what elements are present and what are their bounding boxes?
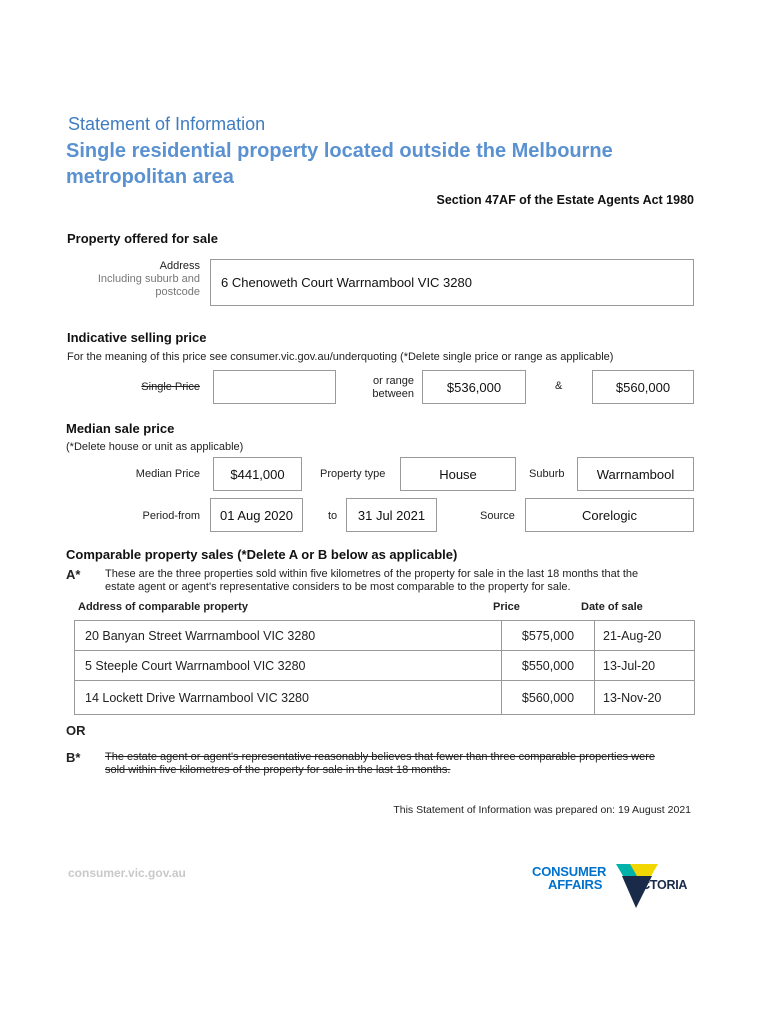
median-price-field[interactable]: $441,000 <box>213 457 302 491</box>
source-label: Source <box>480 510 515 522</box>
col-header-address: Address of comparable property <box>78 601 248 613</box>
or-label: OR <box>66 723 86 738</box>
comparable-address[interactable]: 20 Banyan Street Warrnambool VIC 3280 <box>75 621 502 650</box>
option-b-marker: B* <box>66 750 81 765</box>
option-b-text-1: The estate agent or agent's representative reasonably believes that fewer than three comparable properties were <box>105 751 655 763</box>
address-field[interactable]: 6 Chenoweth Court Warrnambool VIC 3280 <box>210 259 694 306</box>
col-header-date: Date of sale <box>581 601 643 613</box>
comparable-address[interactable]: 14 Lockett Drive Warrnambool VIC 3280 <box>75 681 502 714</box>
median-heading: Median sale price <box>66 421 175 436</box>
consumer-affairs-victoria-logo <box>530 862 700 912</box>
period-to-field[interactable]: 31 Jul 2021 <box>346 498 437 532</box>
option-a-text-2: estate agent or agent's representative considers to be most comparable to the property for sale. <box>105 581 571 593</box>
single-price-label: Single Price <box>141 381 200 393</box>
comparable-price[interactable]: $575,000 <box>502 621 595 650</box>
range-label-1: or range <box>373 375 414 387</box>
comparable-date[interactable]: 13-Jul-20 <box>603 658 656 673</box>
table-row <box>74 650 695 681</box>
comparable-address[interactable]: 5 Steeple Court Warrnambool VIC 3280 <box>75 651 502 680</box>
table-row <box>74 620 695 651</box>
table-row <box>74 680 695 715</box>
suburb-field[interactable]: Warrnambool <box>577 457 694 491</box>
comparables-heading: Comparable property sales (*Delete A or B below as applicable) <box>66 547 458 562</box>
single-price-field[interactable] <box>213 370 336 404</box>
address-label: Address <box>159 260 200 272</box>
source-field[interactable]: Corelogic <box>525 498 694 532</box>
property-heading: Property offered for sale <box>67 231 218 246</box>
comparable-price[interactable]: $550,000 <box>502 651 595 680</box>
address-sublabel-1: Including suburb and <box>97 273 200 285</box>
suburb-label: Suburb <box>529 468 565 480</box>
median-note: (*Delete house or unit as applicable) <box>66 441 244 453</box>
option-b-text-2: sold within five kilometres of the property for sale in the last 18 months. <box>105 764 451 776</box>
comparable-price[interactable]: $560,000 <box>502 681 595 714</box>
logo-text-victoria: VICTORIA <box>630 878 688 892</box>
comparable-date[interactable]: 13-Nov-20 <box>603 690 662 705</box>
property-type-label: Property type <box>320 468 386 480</box>
comparable-date[interactable]: 21-Aug-20 <box>603 628 662 643</box>
option-a-marker: A* <box>66 567 81 582</box>
period-from-field[interactable]: 01 Aug 2020 <box>210 498 303 532</box>
property-type-field[interactable]: House <box>400 457 516 491</box>
median-price-label: Median Price <box>135 468 200 480</box>
prepared-date: This Statement of Information was prepared on: 19 August 2021 <box>393 804 691 816</box>
range-ampersand: & <box>555 380 563 392</box>
range-low-field[interactable]: $536,000 <box>422 370 526 404</box>
logo-text-consumer: CONSUMER <box>532 864 607 879</box>
range-label-2: between <box>372 388 414 400</box>
act-reference: Section 47AF of the Estate Agents Act 1980 <box>436 193 694 207</box>
address-sublabel-2: postcode <box>155 286 200 298</box>
range-high-field[interactable]: $560,000 <box>592 370 694 404</box>
doc-title-line2: metropolitan area <box>66 166 234 188</box>
option-a-text-1: These are the three properties sold within five kilometres of the property for sale in the last 18 months that the <box>105 568 639 580</box>
price-note: For the meaning of this price see consumer.vic.gov.au/underquoting (*Delete single price or range as applicable) <box>67 351 614 363</box>
logo-text-affairs: AFFAIRS <box>548 877 603 892</box>
doc-title-line1: Single residential property located outside the Melbourne <box>66 140 613 162</box>
price-heading: Indicative selling price <box>67 330 207 345</box>
period-to-label: to <box>328 510 338 522</box>
col-header-price: Price <box>493 601 520 613</box>
doc-subtitle: Statement of Information <box>68 114 266 134</box>
period-from-label: Period-from <box>142 510 200 522</box>
website-link[interactable]: consumer.vic.gov.au <box>68 866 186 880</box>
